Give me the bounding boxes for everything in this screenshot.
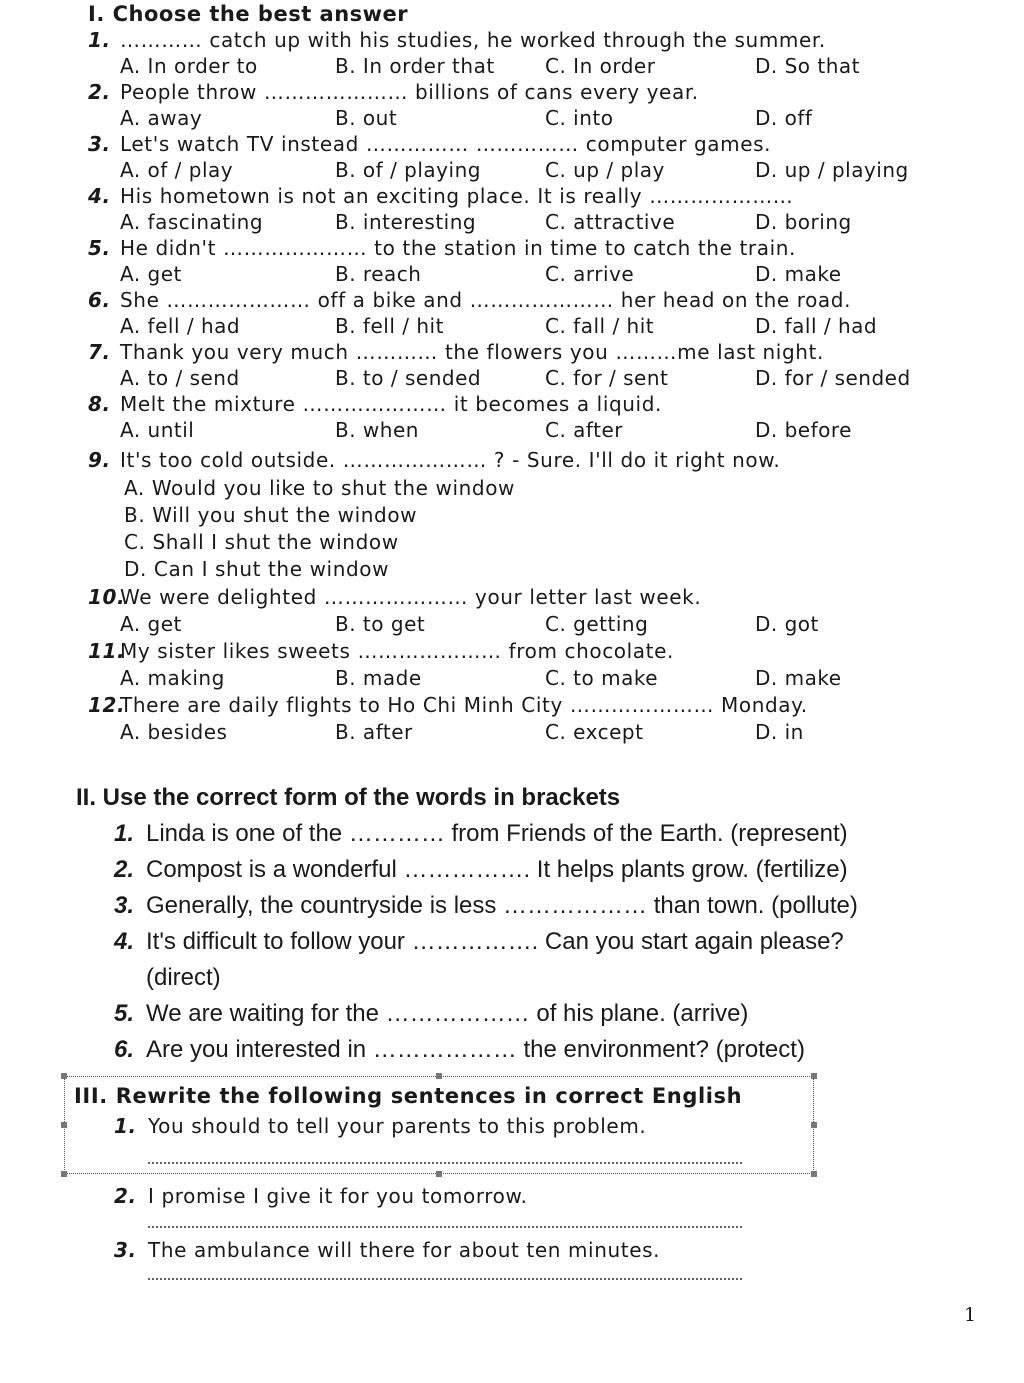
item-text: You should to tell your parents to this problem.	[148, 1114, 647, 1138]
question-text: She ………………… off a bike and ………………… her head on the road.	[120, 288, 852, 312]
option-b: B. to / sended	[335, 366, 482, 390]
option-a: A. until	[120, 418, 195, 442]
question-text: There are daily flights to Ho Chi Minh City ………………… Monday.	[120, 693, 808, 717]
question-11-options	[120, 666, 970, 692]
item-text: We are waiting for the ……………… of his plane. (arrive)	[146, 1000, 749, 1027]
option-d: D. in	[755, 720, 804, 744]
item-text: Are you interested in ……………… the environment? (protect)	[146, 1036, 805, 1063]
word-form-item-3: 3. Generally, the countryside is less ……………… than town. (pollute)	[114, 892, 858, 919]
question-text: People throw ………………… billions of cans every year.	[120, 80, 699, 104]
answer-line	[148, 1278, 742, 1280]
question-5-options	[120, 262, 970, 288]
option-d: D. Can I shut the window	[124, 557, 390, 581]
item-text: It's difficult to follow your ……………. Can you start again please?	[146, 928, 844, 955]
resize-handle[interactable]	[436, 1073, 442, 1079]
option-a: A. get	[120, 262, 182, 286]
question-5: 5. He didn't ………………… to the station in time to catch the train.	[88, 236, 796, 260]
question-text: We were delighted ………………… your letter last week.	[120, 585, 702, 609]
question-10-options	[120, 612, 970, 638]
option-b: B. out	[335, 106, 398, 130]
section-3-heading: III. Rewrite the following sentences in correct English	[74, 1084, 743, 1108]
item-text: (direct)	[146, 964, 221, 991]
question-text: It's too cold outside. ………………… ? - Sure. I'll do it right now.	[120, 448, 781, 472]
option-c: C. except	[545, 720, 644, 744]
section-2-heading: II. Use the correct form of the words in brackets	[76, 784, 621, 811]
option-c: C. In order	[545, 54, 656, 78]
resize-handle[interactable]	[811, 1171, 817, 1177]
option-c: C. into	[545, 106, 614, 130]
option-b: B. made	[335, 666, 422, 690]
option-c: C. after	[545, 418, 623, 442]
question-8: 8. Melt the mixture ………………… it becomes a liquid.	[88, 392, 662, 416]
option-a: A. get	[120, 612, 182, 636]
question-6-options	[120, 314, 970, 340]
question-12: 12.There are daily flights to Ho Chi Minh City ………………… Monday.	[88, 693, 808, 717]
resize-handle[interactable]	[436, 1171, 442, 1177]
question-1-options	[120, 54, 970, 80]
option-b: B. after	[335, 720, 413, 744]
option-a: A. fell / had	[120, 314, 241, 338]
option-d: D. make	[755, 666, 842, 690]
option-b: B. fell / hit	[335, 314, 444, 338]
option-d: D. fall / had	[755, 314, 878, 338]
question-11: 11.My sister likes sweets ………………… from chocolate.	[88, 639, 674, 663]
option-c: C. attractive	[545, 210, 676, 234]
answer-line	[148, 1162, 742, 1164]
question-9: 9. It's too cold outside. ………………… ? - Sure. I'll do it right now.	[88, 448, 781, 472]
option-a: A. to / send	[120, 366, 240, 390]
question-2-options	[120, 106, 970, 132]
item-text: I promise I give it for you tomorrow.	[148, 1184, 528, 1208]
word-form-item-1: 1. Linda is one of the ………… from Friends of the Earth. (represent)	[114, 820, 848, 847]
option-d: D. make	[755, 262, 842, 286]
option-b: B. of / playing	[335, 158, 481, 182]
option-c: C. getting	[545, 612, 649, 636]
question-text: His hometown is not an exciting place. It is really …………………	[120, 184, 794, 208]
option-b: B. In order that	[335, 54, 495, 78]
word-form-item-2: 2. Compost is a wonderful ……………. It helps plants grow. (fertilize)	[114, 856, 848, 883]
option-b: B. reach	[335, 262, 422, 286]
word-form-item-6: 6. Are you interested in ……………… the environment? (protect)	[114, 1036, 805, 1063]
question-text: ………… catch up with his studies, he worked through the summer.	[120, 28, 826, 52]
option-a: A. fascinating	[120, 210, 264, 234]
question-text: He didn't ………………… to the station in time to catch the train.	[120, 236, 796, 260]
question-7-options	[120, 366, 970, 392]
question-text: Thank you very much ………… the flowers you ………me last night.	[120, 340, 824, 364]
resize-handle[interactable]	[811, 1122, 817, 1128]
answer-line	[148, 1226, 742, 1228]
rewrite-item-2: 2. I promise I give it for you tomorrow.	[114, 1184, 528, 1208]
word-form-item-5: 5. We are waiting for the ……………… of his plane. (arrive)	[114, 1000, 749, 1027]
resize-handle[interactable]	[61, 1171, 67, 1177]
option-c: C. up / play	[545, 158, 665, 182]
question-3-options	[120, 158, 970, 184]
option-d: D. up / playing	[755, 158, 909, 182]
option-d: D. before	[755, 418, 852, 442]
question-12-options	[120, 720, 970, 746]
section-1-heading: I. Choose the best answer	[88, 2, 409, 26]
option-c: C. Shall I shut the window	[124, 530, 399, 554]
page-number: 1	[964, 1304, 977, 1326]
resize-handle[interactable]	[61, 1073, 67, 1079]
option-c: C. fall / hit	[545, 314, 655, 338]
option-c: C. arrive	[545, 262, 635, 286]
option-a: A. besides	[120, 720, 228, 744]
option-d: D. boring	[755, 210, 852, 234]
option-d: D. So that	[755, 54, 861, 78]
option-d: D. for / sended	[755, 366, 911, 390]
option-a: A. making	[120, 666, 225, 690]
question-6: 6. She ………………… off a bike and ………………… her head on the road.	[88, 288, 852, 312]
question-7: 7. Thank you very much ………… the flowers you ………me last night.	[88, 340, 824, 364]
option-a: A. away	[120, 106, 203, 130]
question-4-options	[120, 210, 970, 236]
item-text: Generally, the countryside is less ……………… than town. (pollute)	[146, 892, 858, 919]
item-text: The ambulance will there for about ten minutes.	[148, 1238, 661, 1262]
resize-handle[interactable]	[811, 1073, 817, 1079]
question-8-options	[120, 418, 970, 444]
word-form-item-4-continued	[114, 964, 221, 992]
question-text: Let's watch TV instead …………… …………… computer games.	[120, 132, 772, 156]
option-a: A. In order to	[120, 54, 258, 78]
rewrite-item-3: 3. The ambulance will there for about ten minutes.	[114, 1238, 661, 1262]
question-4: 4. His hometown is not an exciting place. It is really …………………	[88, 184, 794, 208]
section-word-forms	[76, 780, 976, 1080]
question-text: Melt the mixture ………………… it becomes a liquid.	[120, 392, 662, 416]
option-b: B. to get	[335, 612, 426, 636]
option-b: B. interesting	[335, 210, 477, 234]
option-a: A. of / play	[120, 158, 234, 182]
option-c: C. for / sent	[545, 366, 669, 390]
question-3: 3. Let's watch TV instead …………… …………… computer games.	[88, 132, 772, 156]
section-rewrite-sentences	[64, 1068, 964, 1298]
option-b: B. Will you shut the window	[124, 503, 418, 527]
option-d: D. off	[755, 106, 813, 130]
question-text: My sister likes sweets ………………… from chocolate.	[120, 639, 674, 663]
option-a: A. Would you like to shut the window	[124, 476, 515, 500]
option-d: D. got	[755, 612, 819, 636]
word-form-item-4: 4. It's difficult to follow your ……………. Can you start again please?	[114, 928, 844, 955]
option-b: B. when	[335, 418, 419, 442]
question-10: 10.We were delighted ………………… your letter last week.	[88, 585, 702, 609]
item-text: Compost is a wonderful ……………. It helps plants grow. (fertilize)	[146, 856, 848, 883]
question-1: 1. ………… catch up with his studies, he worked through the summer.	[88, 28, 826, 52]
item-text: Linda is one of the ………… from Friends of the Earth. (represent)	[146, 820, 848, 847]
resize-handle[interactable]	[61, 1122, 67, 1128]
option-c: C. to make	[545, 666, 659, 690]
question-2: 2. People throw ………………… billions of cans every year.	[88, 80, 699, 104]
rewrite-item-1: 1. You should to tell your parents to this problem.	[114, 1114, 647, 1138]
